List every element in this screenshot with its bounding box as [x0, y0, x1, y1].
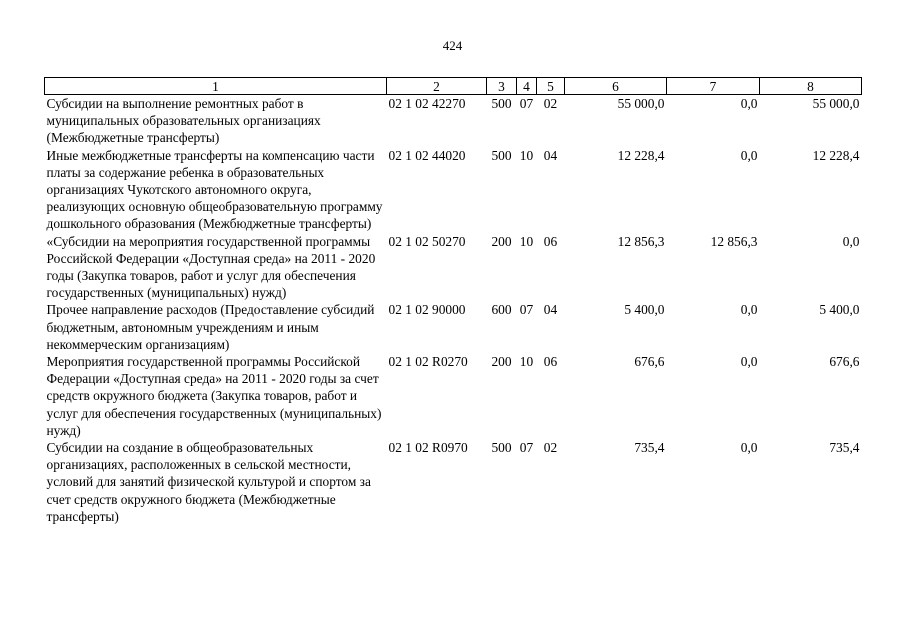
column-6-amount-cell: 12 228,4 — [617, 147, 665, 163]
expense-name-cell: Субсидии на выполнение ремонтных работ в муниципальных образовательных организациях (Межбюджетные трансферты) — [46, 96, 321, 146]
column-7-amount-cell: 0,0 — [740, 96, 758, 111]
column-header: 8 — [760, 78, 862, 95]
column-8-amount-cell: 0,0 — [842, 233, 860, 249]
budget-table — [44, 77, 862, 525]
table-row — [45, 233, 862, 302]
expense-type-code-cell: 600 — [491, 302, 512, 318]
target-article-code-cell: 02 1 02 90000 — [388, 302, 466, 318]
column-7-amount-cell: 0,0 — [740, 440, 758, 456]
section-code-cell: 10 — [519, 233, 534, 249]
column-6-amount-cell: 676,6 — [634, 354, 665, 370]
target-article-code-cell: 02 1 02 44020 — [388, 147, 466, 163]
expense-type-code-cell: 200 — [491, 354, 512, 370]
column-6-amount-cell: 735,4 — [634, 440, 665, 456]
section-code-cell: 10 — [519, 354, 534, 370]
expense-name-cell: Прочее направление расходов (Предоставление субсидий бюджетным, автономным учреждениям и иным некоммерческим организациям) — [46, 302, 375, 352]
subsection-code-cell: 04 — [543, 302, 558, 318]
column-header: 6 — [565, 78, 667, 95]
expense-type-code-cell: 200 — [491, 233, 512, 249]
column-6-amount-cell: 12 856,3 — [617, 233, 665, 249]
target-article-code-cell: 02 1 02 R0970 — [388, 440, 468, 456]
column-8-amount-cell: 55 000,0 — [812, 96, 860, 111]
column-8-amount-cell: 676,6 — [829, 354, 860, 370]
subsection-code-cell: 06 — [543, 233, 558, 249]
subsection-code-cell: 04 — [543, 147, 558, 163]
column-6-amount-cell: 5 400,0 — [624, 302, 665, 318]
column-number-row — [45, 78, 862, 95]
column-header: 3 — [487, 78, 517, 95]
expense-name-cell: Субсидии на создание в общеобразовательных организациях, расположенных в сельской местности, условий для занятий физической культурой и спортом за счет средств окружного бюджета (Межбюджетные трансферты) — [46, 440, 371, 524]
column-header: 5 — [537, 78, 565, 95]
page-number: 424 — [442, 38, 463, 53]
column-7-amount-cell: 0,0 — [740, 147, 758, 163]
column-6-amount-cell: 55 000,0 — [617, 96, 665, 111]
table-row — [45, 301, 862, 353]
expense-type-code-cell: 500 — [491, 440, 512, 456]
section-code-cell: 10 — [519, 147, 534, 163]
expense-name-cell: «Субсидии на мероприятия государственной программы Российской Федерации «Доступная среда» на 2011 - 2020 годы (Закупка товаров, работ и услуг для обеспечения государственных (муниципальных) нужд) — [46, 233, 376, 301]
column-7-amount-cell: 12 856,3 — [710, 233, 758, 249]
column-7-amount-cell: 0,0 — [740, 302, 758, 318]
table-row — [45, 95, 862, 147]
target-article-code-cell: 02 1 02 50270 — [388, 233, 466, 249]
expense-type-code-cell: 500 — [491, 147, 512, 163]
column-header: 1 — [45, 78, 387, 95]
expense-name-cell: Мероприятия государственной программы Российской Федерации «Доступная среда» на 2011 - 2020 годы за счет средств окружного бюджета (Закупка товаров, работ и услуг для обеспечения государственных (муниципальных) нужд) — [46, 354, 382, 438]
expense-type-code-cell: 500 — [491, 96, 512, 111]
column-8-amount-cell: 735,4 — [829, 440, 860, 456]
table-row — [45, 353, 862, 439]
table-row — [45, 439, 862, 525]
section-code-cell: 07 — [519, 302, 534, 318]
column-header: 7 — [667, 78, 760, 95]
column-header: 2 — [387, 78, 487, 95]
section-code-cell: 07 — [519, 440, 534, 456]
expense-name-cell: Иные межбюджетные трансферты на компенсацию части платы за содержание ребенка в образовательных организациях Чукотского автономного округа, реализующих основную общеобразовательную программу дошкольного образования (Межбюджетные трансферты) — [46, 147, 383, 232]
column-8-amount-cell: 12 228,4 — [812, 147, 860, 163]
column-7-amount-cell: 0,0 — [740, 354, 758, 370]
subsection-code-cell: 02 — [543, 96, 558, 111]
subsection-code-cell: 02 — [543, 440, 558, 456]
subsection-code-cell: 06 — [543, 354, 558, 370]
table-row — [45, 147, 862, 233]
target-article-code-cell: 02 1 02 42270 — [388, 96, 466, 111]
target-article-code-cell: 02 1 02 R0270 — [388, 354, 468, 370]
section-code-cell: 07 — [519, 96, 534, 111]
column-8-amount-cell: 5 400,0 — [819, 302, 860, 318]
column-header: 4 — [517, 78, 537, 95]
